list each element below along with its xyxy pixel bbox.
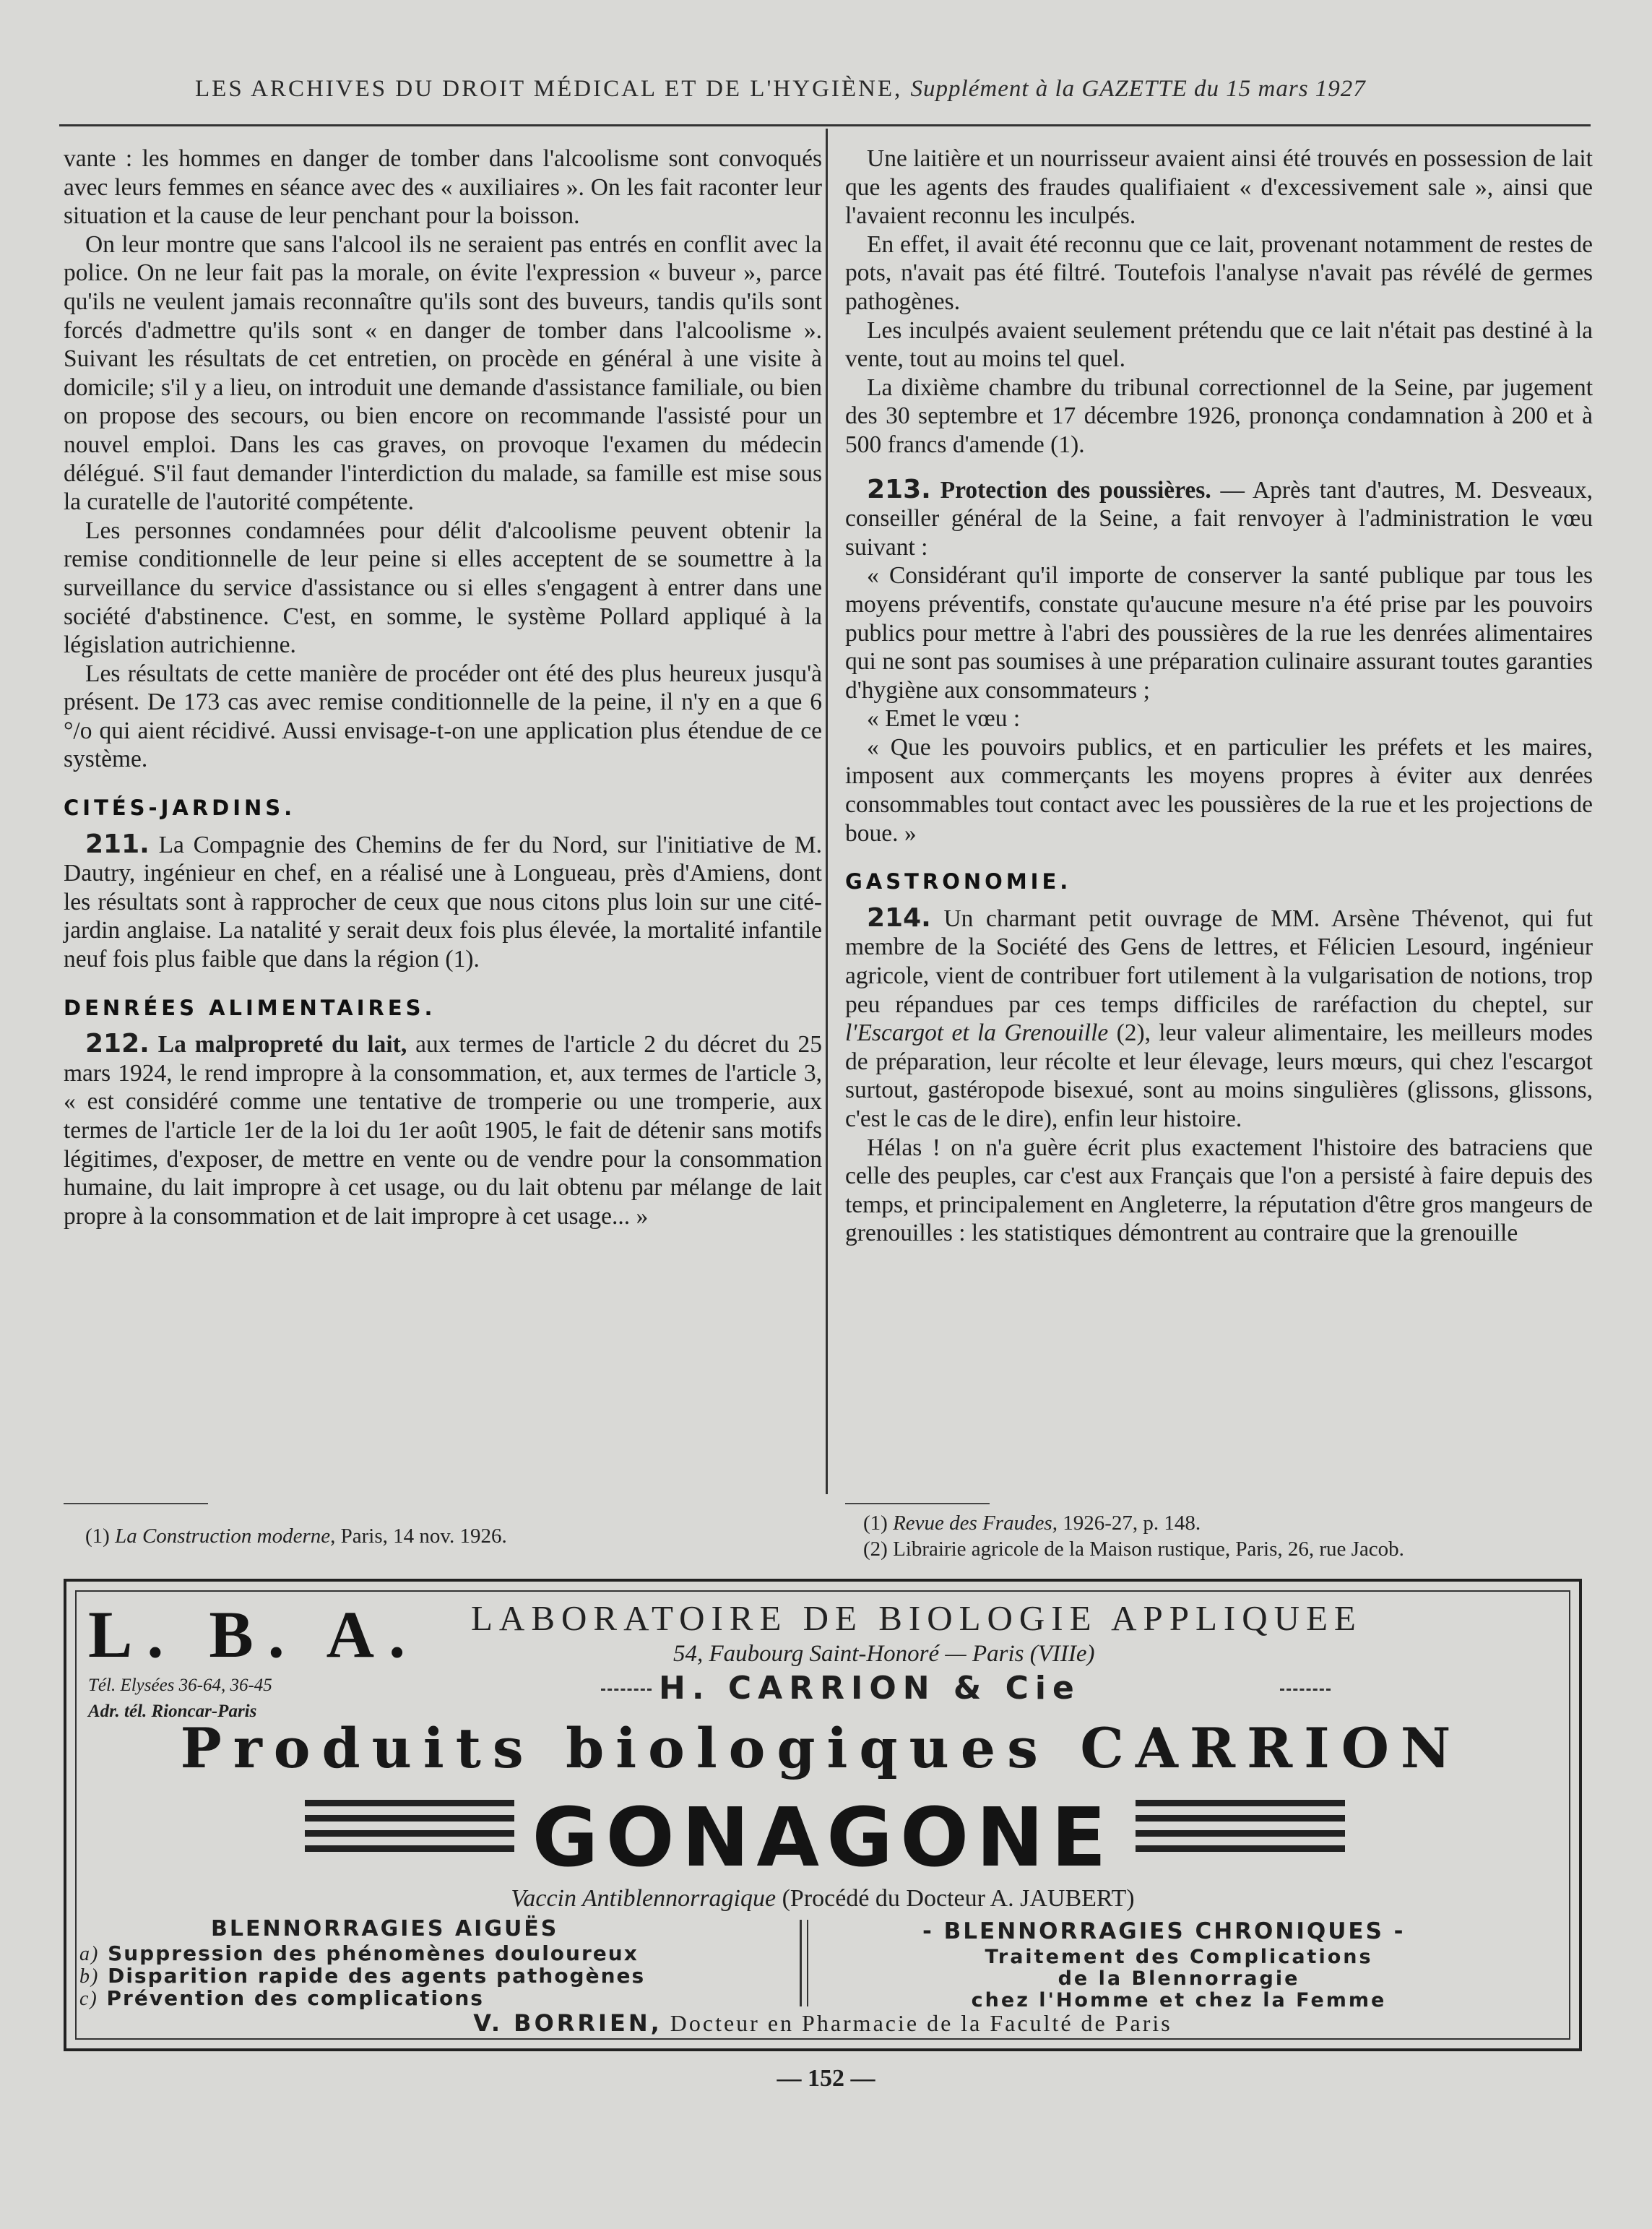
book-title: l'Escargot et la Grenouille (845, 1019, 1109, 1047)
running-head-title: LES ARCHIVES DU DROIT MÉDICAL ET DE L'HYGIÈNE, (195, 76, 903, 102)
running-head-supplement: Supplément à la GAZETTE du 15 mars 1927 (910, 76, 1366, 102)
footnote-details: Paris, 14 nov. 1926. (340, 1525, 507, 1548)
article-text: — Après tant d'autres, M. Desveaux, conseiller général de la Seine, a fait renvoyer à l'administration le vœu suivant : (845, 476, 1593, 561)
article-211 (64, 830, 822, 974)
quote-paragraph: « Emet le vœu : (867, 705, 1021, 733)
item-letter: c) (79, 1988, 98, 2010)
article-214 (845, 904, 1593, 1134)
article-lead: Protection des poussières. (940, 476, 1211, 504)
acute-item (79, 1965, 645, 1988)
footnote-number: (1) (85, 1525, 110, 1548)
item-letter: a) (79, 1943, 100, 1965)
telegraph-address: Adr. tél. Rioncar-Paris (88, 1702, 257, 1721)
advertisement-box (64, 1579, 1582, 2051)
chronic-description (897, 1946, 1461, 2012)
footnotes-right (863, 1510, 1404, 1562)
ad-divider (800, 1920, 802, 2006)
acute-item (79, 1943, 645, 1965)
quote-paragraph: « Que les pouvoirs publics, et en particulier les préfets et les maires, imposent aux commerçants les moyens propres à éviter aux denrées consommables tout contact avec les poussières de la rue et les projections de boue. » (845, 733, 1593, 847)
footnote-rule (845, 1503, 990, 1504)
left-column (64, 145, 822, 1230)
brand-name: GONAGONE (532, 1791, 1114, 1885)
product-line-title: Produits biologiques CARRION (180, 1716, 1463, 1780)
ornament-line (601, 1689, 652, 1691)
telephone: Tél. Elysées 36-64, 36-45 (88, 1676, 272, 1695)
ad-divider (807, 1920, 808, 2006)
paragraph: Les résultats de cette manière de procéder ont été des plus heureux jusqu'à présent. De 173 cas avec remise conditionnelle de la peine, il n'y en a que 6 °/o qui aient récidivé. Aussi envisage-t-on une application plus étendue de ce système. (64, 660, 822, 773)
paragraph: La dixième chambre du tribunal correctionnel de la Seine, par jugement des 30 septembre et 17 décembre 1926, prononça condamnation à 200 et à 500 francs d'amende (1). (845, 374, 1593, 458)
company-name: H. CARRION & Cie (659, 1670, 1081, 1707)
ornament-line (1280, 1689, 1331, 1691)
vaccine-line (66, 1885, 1579, 1913)
article-text: aux termes de l'article 2 du décret du 25 mars 1924, le rend impropre à la consommation, et, aux termes de l'article 3, « est considéré comme une tentative de tromperie ou une tromperie, aux termes de l'article 1er de la loi du 1er août 1905, le fait de détenir sans motifs légitimes, d'exposer, de mettre en vente ou de vendre pour la consommation humaine, du lait impropre à cet usage, ou du lait obtenu par mélange de lait propre à la consommation et de lait impropre à cet usage... » (64, 1031, 822, 1230)
article-number: 212. (85, 1029, 150, 1059)
footnote-rule (64, 1503, 208, 1504)
right-column (845, 145, 1593, 1248)
running-head (195, 76, 1495, 103)
item-text: Disparition rapide des agents pathogènes (108, 1964, 646, 1988)
paragraph: Une laitière et un nourrisseur avaient ainsi été trouvés en possession de lait que les agents des fraudes qualifiaient « d'excessivement sale », ainsi que l'avaient reconnu les inculpés. (845, 145, 1593, 230)
paragraph: Les inculpés avaient seulement prétendu que ce lait n'était pas destiné à la vente, tout au moins tel quel. (845, 316, 1593, 373)
footnote-source: Revue des Fraudes, (893, 1512, 1058, 1535)
section-heading-cites-jardins: CITÉS-JARDINS. (64, 796, 296, 821)
vaccine-name: Vaccin Antiblennorragique (511, 1885, 777, 1912)
laboratory-name: LABORATOIRE DE BIOLOGIE APPLIQUEE (471, 1598, 1362, 1638)
paragraph: Hélas ! on n'a guère écrit plus exactement l'histoire des batraciens que celle des peuples, car c'est aux Français que l'on a persisté à faire depuis des temps, et principalement en Angleterre, la réputation d'être gros mangeurs de grenouilles : les statistiques démontrent au contraire que la grenouille (845, 1134, 1593, 1247)
vaccine-procedure: (Procédé du Docteur A. JAUBERT) (782, 1885, 1135, 1912)
quote-paragraph: « Considérant qu'il importe de conserver la santé publique par tous les moyens préventifs, constate qu'aucune mesure n'a été prise par les pouvoirs publics pour mettre à l'abri des poussières de la rue les denrées alimentaires qui ne sont pas soumises à une préparation culinaire assurant toutes garanties d'hygiène aux consommateurs ; (845, 562, 1593, 704)
pharmacist-line (66, 2009, 1579, 2037)
chronic-line: de la Blennorragie (1058, 1967, 1300, 1990)
chronic-title: - BLENNORRAGIES CHRONIQUES - (922, 1918, 1406, 1944)
paragraph: Les personnes condamnées pour délit d'alcoolisme peuvent obtenir la remise conditionnelle de leur peine si elles acceptent de se soumettre à la surveillance du service d'assistance ou si elles s'engagent à entrer dans une société d'abstinence. C'est, en somme, le système Pollard appliqué à la législation autrichienne. (64, 517, 822, 659)
article-lead: La malpropreté du lait, (157, 1031, 407, 1059)
acute-item (79, 1988, 645, 2010)
pharmacist-name: V. BORRIEN, (473, 2009, 662, 2037)
footnote-1 (863, 1510, 1404, 1536)
item-text: Prévention des complications (106, 1986, 484, 2010)
paragraph: vante : les hommes en danger de tomber dans l'alcoolisme sont convoqués avec leurs femmes en séance avec des « auxiliaires ». On les fait raconter leur situation et la cause de leur penchant pour la boisson. (64, 145, 822, 230)
section-heading-gastronomie: GASTRONOMIE. (845, 869, 1072, 894)
header-rule (59, 124, 1591, 126)
article-number: 211. (85, 829, 150, 859)
item-text: Suppression des phénomènes douloureux (108, 1941, 639, 1965)
column-divider (826, 129, 828, 1494)
pharmacist-title: Docteur en Pharmacie de la Faculté de Paris (670, 2010, 1172, 2036)
paragraph: En effet, il avait été reconnu que ce lait, provenant notamment de restes de pots, n'avait pas été filtré. Toutefois l'analyse n'avait pas révélé de germes pathogènes. (845, 230, 1593, 315)
article-text: La Compagnie des Chemins de fer du Nord, sur l'initiative de M. Dautry, ingénieur en chef, en a réalisé une à Longueau, près d'Amiens, dont les résultats sont à rapprocher de ceux que nous citons plus loin sur une cité-jardin anglaise. La natalité y serait deux fois plus élevée, la mortalité infantile neuf fois plus faible que dans la région (1). (64, 831, 822, 973)
acute-list (79, 1943, 645, 2010)
footnote-left (85, 1523, 507, 1549)
article-number: 213. (867, 474, 931, 504)
footnote-number: (1) (863, 1512, 888, 1535)
article-213 (845, 475, 1593, 562)
chronic-line: chez l'Homme et chez la Femme (971, 1989, 1387, 2012)
footnote-details: 1926-27, p. 148. (1063, 1512, 1201, 1535)
lba-logo: L. B. A. (88, 1598, 420, 1671)
article-text-cont: (2), leur valeur alimentaire, les meilleurs modes de préparation, leur récolte et leur élevage, leurs mœurs, qui chez l'escargot surtout, gastéropode bisexué, sont au moins singulières (glissons, glissons, c'est le cas de le dire), enfin leur histoire. (845, 1019, 1593, 1132)
chronic-line: Traitement des Complications (985, 1946, 1373, 1968)
laboratory-address: 54, Faubourg Saint-Honoré — Paris (VIIIe) (673, 1641, 1095, 1667)
footnote-2: (2) Librairie agricole de la Maison rustique, Paris, 26, rue Jacob. (863, 1538, 1404, 1561)
article-text: Un charmant petit ouvrage de MM. Arsène Thévenot, qui fut membre de la Société des Gens de lettres, et Félicien Lesourd, ingénieur agricole, vient de contribuer fort utilement à la vulgarisation de notions, trop peu répandues par ces temps difficiles de raréfaction du cheptel, sur (845, 905, 1593, 1018)
article-212 (64, 1030, 822, 1230)
article-number: 214. (867, 902, 931, 933)
page-number: — 152 — (777, 2065, 875, 2092)
footnote-source: La Construction moderne, (115, 1525, 336, 1548)
acute-title: BLENNORRAGIES AIGUËS (211, 1916, 559, 1941)
item-letter: b) (79, 1965, 100, 1988)
speed-lines-right (1136, 1800, 1345, 1872)
paragraph: On leur montre que sans l'alcool ils ne seraient pas entrés en conflit avec la police. On ne leur fait pas la morale, on évite l'expression « buveur », parce qu'ils ne veulent jamais reconnaître qu'ils sont des buveurs, tandis qu'ils sont forcés d'admettre qu'ils sont « en danger de tomber dans l'alcoolisme ». Suivant les résultats de cet entretien, on procède en général à une visite à domicile; s'il y a lieu, on introduit une demande d'assistance familiale, ou bien on propose des secours, ou bien encore on recommande l'assisté pour un nouvel emploi. Dans les cas graves, on provoque l'examen du médecin délégué. S'il faut demander l'interdiction du malade, sa famille est mise sous la curatelle de l'autorité compétente. (64, 230, 822, 516)
section-heading-denrees: DENRÉES ALIMENTAIRES. (64, 995, 436, 1020)
